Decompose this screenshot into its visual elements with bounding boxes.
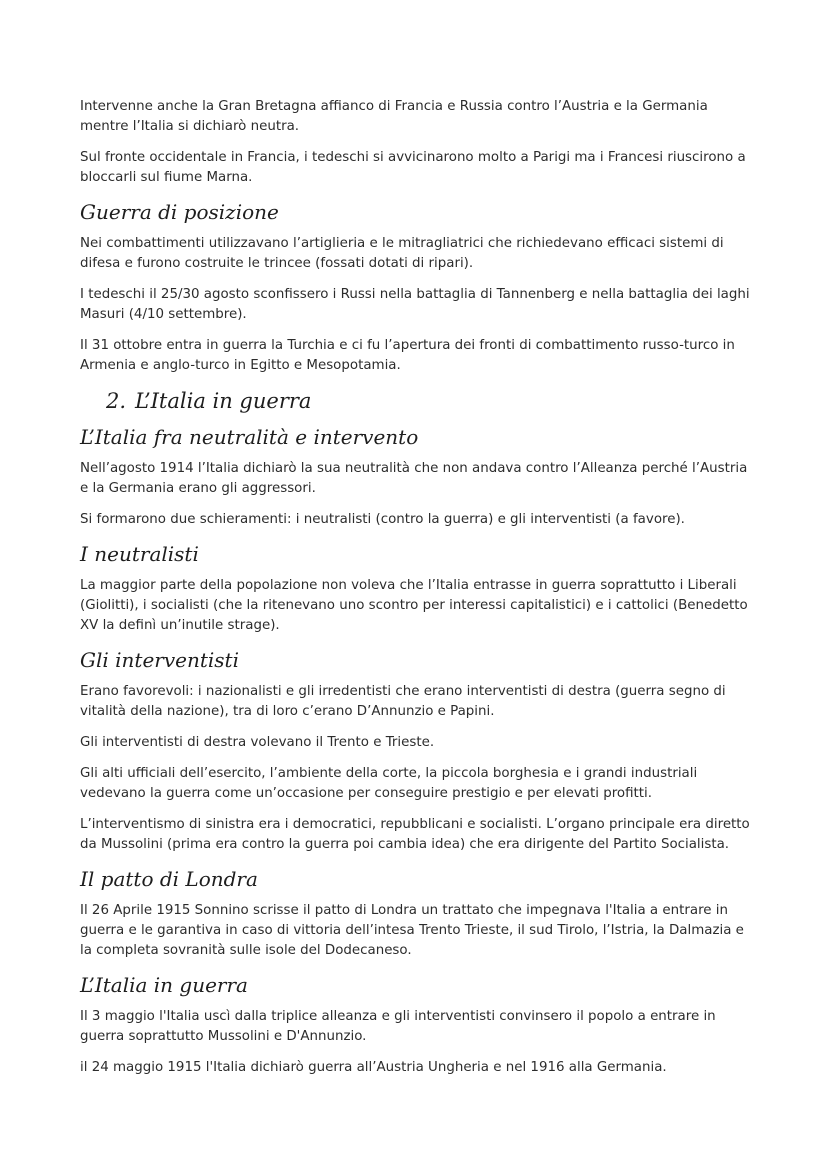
chapter-number: 2. [106, 389, 127, 413]
paragraph: il 24 maggio 1915 l'Italia dichiarò guerra all’Austria Ungheria e nel 1916 alla Germania. [80, 1060, 667, 1075]
section-heading-neutralisti: I neutralisti [80, 542, 199, 566]
paragraph: Si formarono due schieramenti: i neutralisti (contro la guerra) e gli interventisti (a favore). [80, 512, 685, 527]
paragraph: Il 31 ottobre entra in guerra la Turchia e ci fu l’apertura dei fronti di combattimento russo-turco in Armenia e anglo-turco in Egitto e Mesopotamia. [80, 338, 735, 373]
chapter-title: L’Italia in guerra [135, 389, 312, 413]
paragraph: Il 3 maggio l'Italia uscì dalla triplice alleanza e gli interventisti convinsero il popolo a entrare in guerra soprattutto Mussolini e D'Annunzio. [80, 1009, 716, 1044]
paragraph: I tedeschi il 25/30 agosto sconfissero i Russi nella battaglia di Tannenberg e nella battaglia dei laghi Masuri (4/10 settembre). [80, 287, 750, 322]
paragraph: Gli interventisti di destra volevano il Trento e Trieste. [80, 735, 435, 750]
paragraph: Sul fronte occidentale in Francia, i tedeschi si avvicinarono molto a Parigi ma i Francesi riuscirono a bloccarli sul fiume Marna. [80, 150, 746, 185]
section-heading-interventisti: Gli interventisti [80, 648, 239, 672]
paragraph: La maggior parte della popolazione non voleva che l’Italia entrasse in guerra soprattutto i Liberali (Giolitti), i socialisti (che la ritenevano uno scontro per interessi capitalistici) e i cattolici (Benedetto XV la definì un’inutile strage). [80, 578, 748, 633]
section-heading-guerra-di-posizione: Guerra di posizione [80, 200, 279, 224]
paragraph: Gli alti ufficiali dell’esercito, l’ambiente della corte, la piccola borghesia e i grandi industriali vedevano la guerra come un’occasione per conseguire prestigio e per elevati profitti. [80, 766, 698, 801]
section-heading-italia-in-guerra: L’Italia in guerra [80, 973, 248, 997]
paragraph: Erano favorevoli: i nazionalisti e gli irredentisti che erano interventisti di destra (guerra segno di vitalità della nazione), tra di loro c’erano D’Annunzio e Papini. [80, 684, 726, 719]
paragraph: Nell’agosto 1914 l’Italia dichiarò la sua neutralità che non andava contro l’Alleanza perché l’Austria e la Germania erano gli aggressori. [80, 461, 748, 496]
paragraph: Il 26 Aprile 1915 Sonnino scrisse il patto di Londra un trattato che impegnava l'Italia a entrare in guerra e le garantiva in caso di vittoria dell’intesa Trento Trieste, il sud Tirolo, l’Istria, la Dalmazia e la completa sovranità sulle isole del Dodecaneso. [80, 903, 744, 958]
section-heading-patto-di-londra: Il patto di Londra [80, 867, 258, 891]
paragraph: Intervenne anche la Gran Bretagna affianco di Francia e Russia contro l’Austria e la Germania mentre l’Italia si dichiarò neutra. [80, 99, 708, 134]
paragraph: Nei combattimenti utilizzavano l’artiglieria e le mitragliatrici che richiedevano efficaci sistemi di difesa e furono costruite le trincee (fossati dotati di ripari). [80, 236, 724, 271]
paragraph: L’interventismo di sinistra era i democratici, repubblicani e socialisti. L’organo principale era diretto da Mussolini (prima era contro la guerra poi cambia idea) che era dirigente del Partito Socialista. [80, 817, 750, 852]
chapter-heading [106, 387, 752, 415]
document-body [80, 97, 752, 1089]
section-heading-neutralita-intervento: L’Italia fra neutralità e intervento [80, 425, 419, 449]
